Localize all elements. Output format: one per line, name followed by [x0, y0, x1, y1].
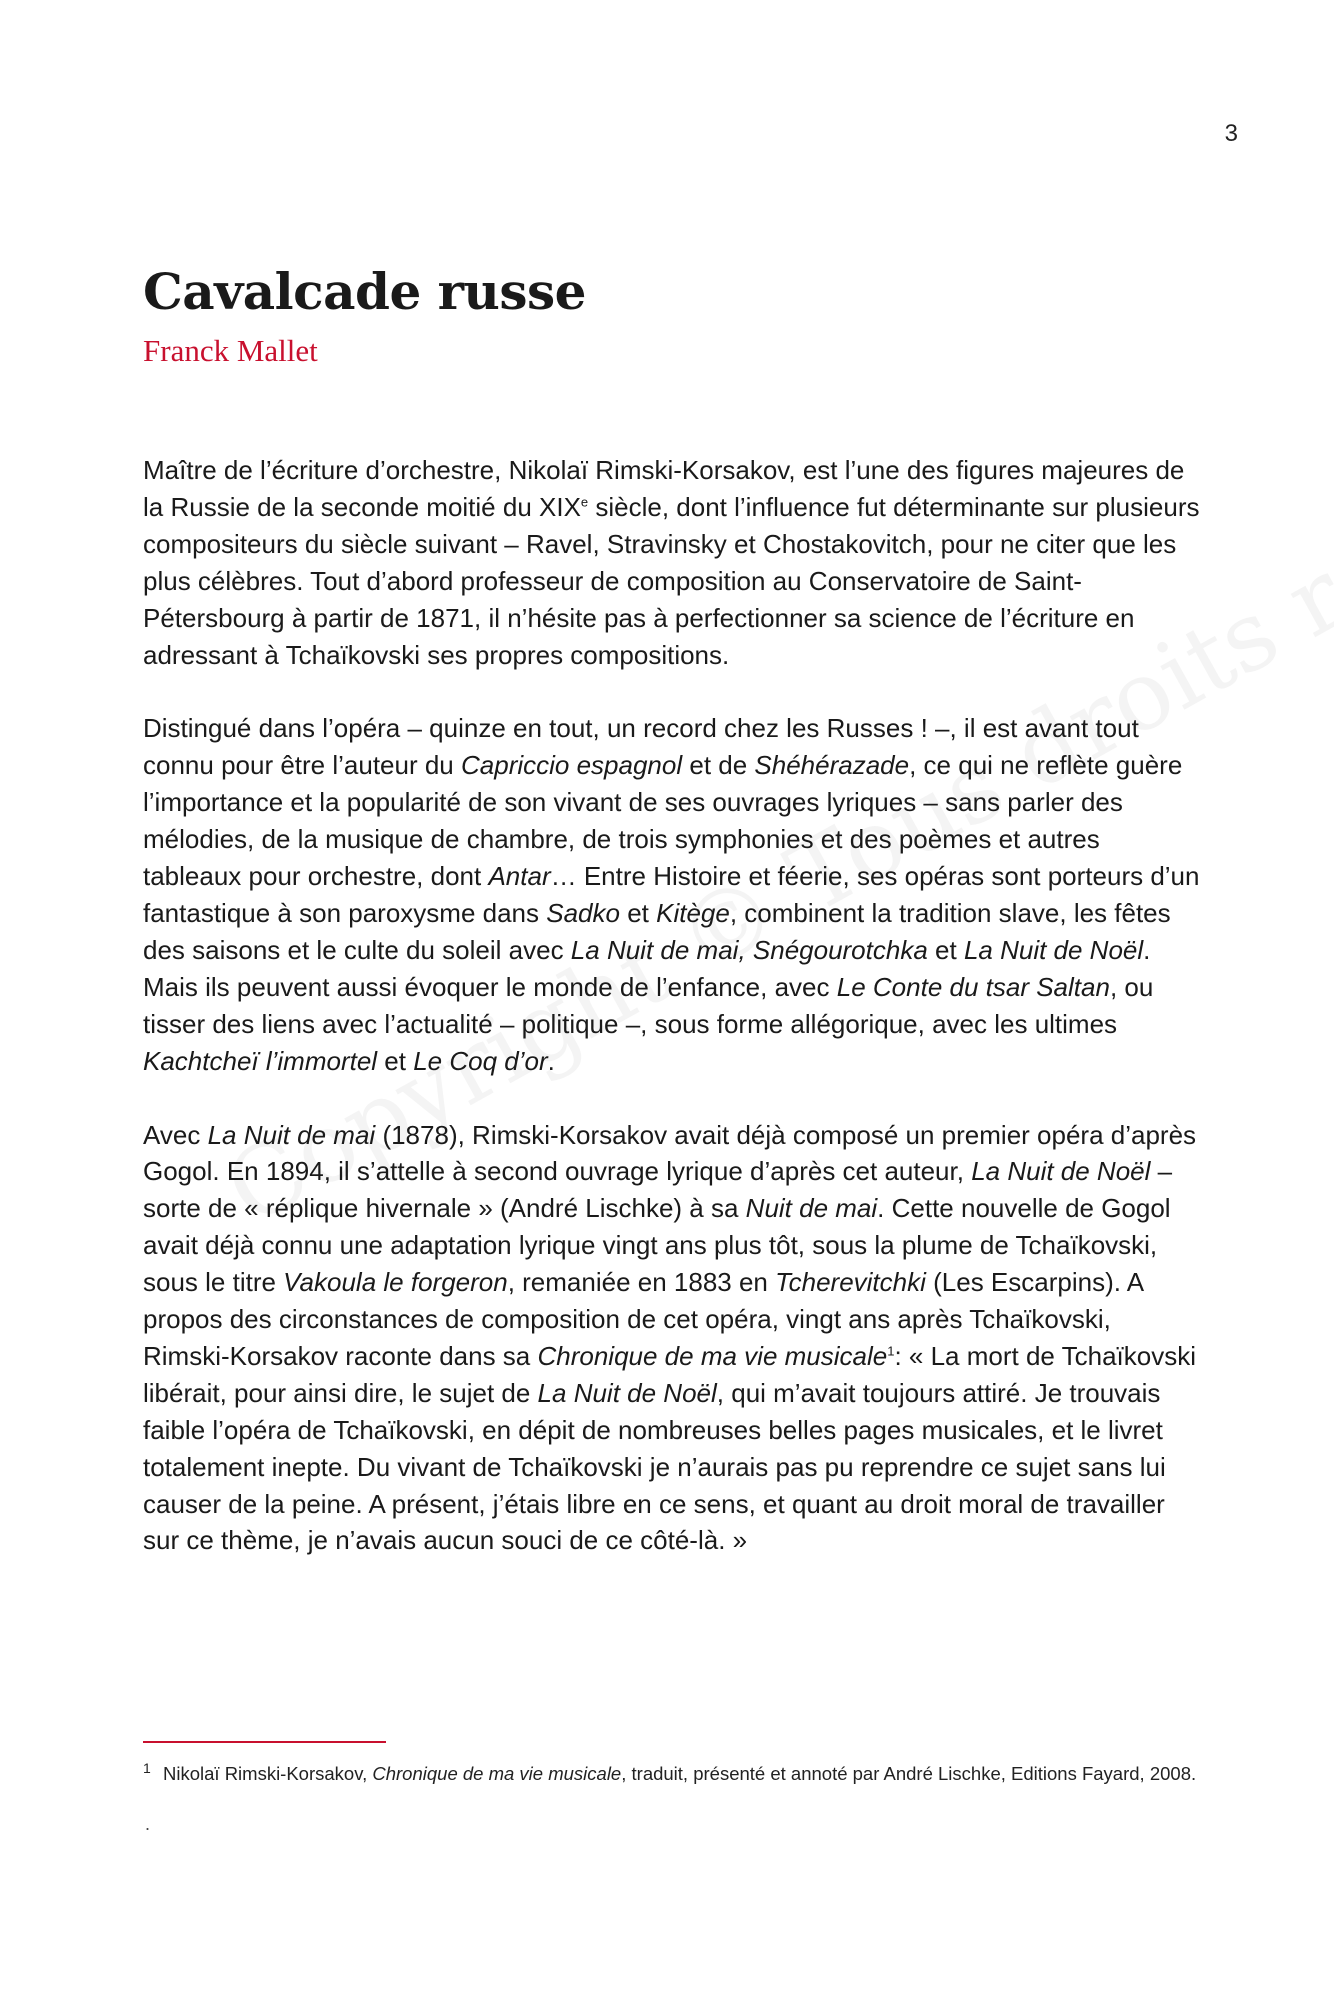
article-author: Franck Mallet [143, 333, 318, 368]
footnote-reference: 1 [887, 1343, 895, 1359]
article-title: Cavalcade russe [143, 262, 586, 321]
paragraph-1: Maître de l’écriture d’orchestre, Nikolaï Rimski-Korsakov, est l’une des figures majeures de la Russie de la seconde moitié du XIXe siècle, dont l’influence fut déterminante sur plusieurs compositeurs du siècle suivant – Ravel, Stravinsky et Chostakovitch, pour ne citer que les plus célèbres. Tout d’abord professeur de composition au Conservatoire de Saint-Pétersbourg à partir de 1871, il n’hésite pas à perfectionner sa science de l’écriture en adressant à Tchaïkovski ses propres compositions. [143, 455, 1200, 670]
page-number: 3 [1224, 120, 1238, 147]
stray-period: . [145, 1814, 151, 1834]
footnote-number: 1 [143, 1760, 151, 1776]
paragraph-2: Distingué dans l’opéra – quinze en tout, un record chez les Russes ! –, il est avant tout connu pour être l’auteur du Capriccio espagnol et de Shéhérazade, ce qui ne reflète guère l’importance et la popularité de son vivant de ses ouvrages lyriques – sans parler des mélodies, de la musique de chambre, de trois symphonies et des poèmes et autres tableaux pour orchestre, dont Antar… Entre Histoire et féerie, ses opéras sont porteurs d’un fantastique à son paroxysme dans Sadko et Kitège, combinent la tradition slave, les fêtes des saisons et le culte du soleil avec La Nuit de mai, Snégourotchka et La Nuit de Noël. Mais ils peuvent aussi évoquer le monde de l’enfance, avec Le Conte du tsar Saltan, ou tisser des liens avec l’actualité – politique –, sous forme allégorique, avec les ultimes Kachtcheï l’immortel et Le Coq d’or. [143, 713, 1200, 1076]
footnote-text: Nikolaï Rimski-Korsakov, Chronique de ma vie musicale, traduit, présenté et annoté par André Lischke, Editions Fayard, 2008. [163, 1763, 1197, 1784]
footnote-divider [143, 1741, 386, 1743]
paragraph-3: Avec La Nuit de mai (1878), Rimski-Korsakov avait déjà composé un premier opéra d’après Gogol. En 1894, il s’attelle à second ouvrage lyrique d’après cet auteur, La Nuit de Noël – sorte de « réplique hivernale » (André Lischke) à sa Nuit de mai. Cette nouvelle de Gogol avait déjà connu une adaptation lyrique vingt ans plus tôt, sous la plume de Tchaïkovski, sous le titre Vakoula le forgeron, remaniée en 1883 en Tcherevitchki (Les Escarpins). A propos des circonstances de composition de cet opéra, vingt ans après Tchaïkovski, Rimski-Korsakov raconte dans sa Chronique de ma vie musicale$^1$: « La mort de Tchaïkovski libérait, pour ainsi dire, le sujet de La Nuit de Noël, qui m’avait toujours attiré. Je trouvais faible l’opéra de Tchaïkovski, en dépit de nombreuses belles pages musicales, et le livret totalement inepte. Du vivant de Tchaïkovski je n’aurais pas pu reprendre ce sujet sans lui causer de la peine. A présent, j’étais libre en ce sens, et quant au droit moral de travailler sur ce thème, je n’avais aucun souci de ce côté-là. » [143, 1119, 1197, 1556]
century-superscript: e [580, 494, 589, 510]
footnote [143, 1760, 1203, 1788]
article-body [143, 452, 1203, 1596]
